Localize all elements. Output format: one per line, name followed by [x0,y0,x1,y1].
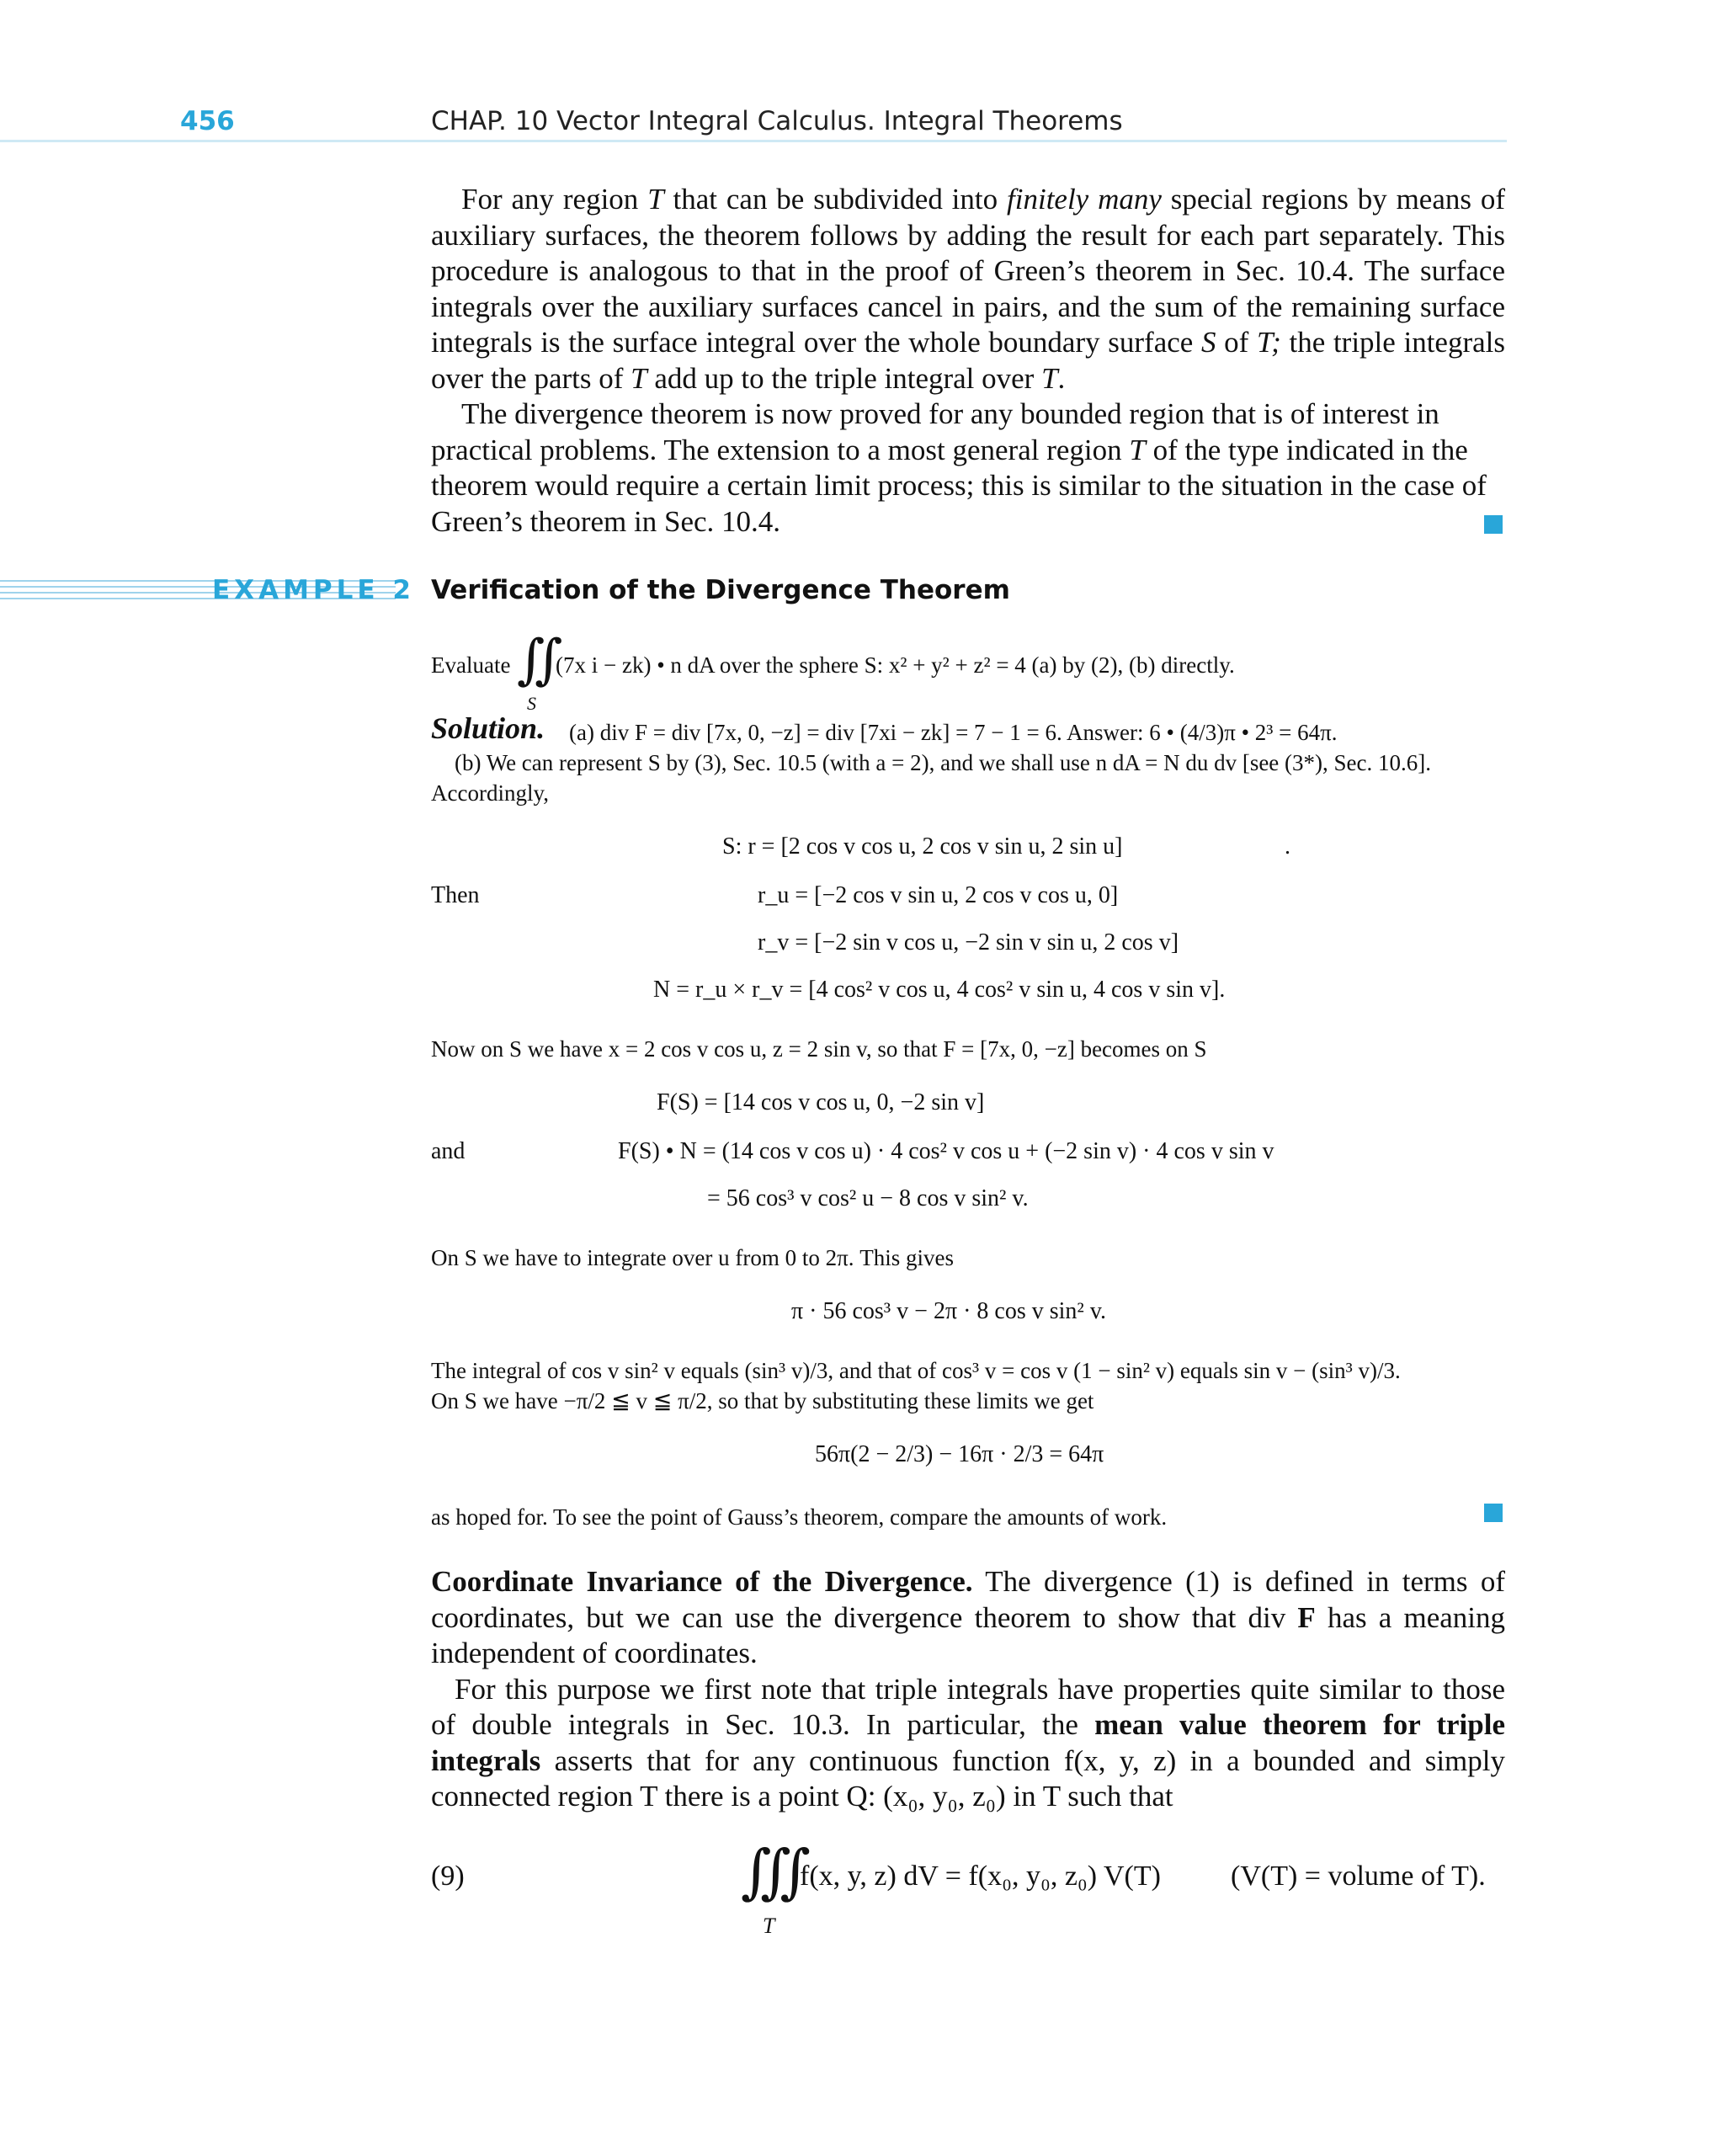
accordingly-text: Accordingly, [431,780,549,806]
solution-label: Solution. [431,711,545,745]
integrate-over-u-text: On S we have to integrate over u from 0 to 2π. This gives [431,1245,954,1270]
equation-ru: r_u = [−2 cos v sin u, 2 cos v cos u, 0] [758,882,1119,908]
proof-text [431,182,1505,540]
example-title: Verification of the Divergence Theorem [431,575,1010,605]
text-run: of [1216,326,1257,359]
integral-explanation-line-2: On S we have −π/2 ≦ v ≦ π/2, so that by substituting these limits we get [431,1388,1094,1413]
proof-paragraph-1 [431,182,1505,397]
text-run: special regions by means of auxiliary surfaces, the theorem follows by adding the result for each part separately. This procedure is analogous to that in the proof of Green’s theorem in Sec. 10.4. The surface integrals over the auxiliary surfaces cancel in pairs, and the sum of the remaining surface integrals is the surface integral over the whole boundary surface [431,183,1506,359]
bold-term: mean value theorem for triple integrals [431,1708,1506,1777]
text-run: F [1297,1600,1316,1634]
text-run: T [1041,361,1058,395]
evaluate-word: Evaluate [431,652,511,678]
text-run: T [647,183,664,216]
text-run: T [631,361,647,395]
triple-integral-sign: ∭ [741,1837,811,1906]
text-run: . [1057,361,1066,395]
text-run: that can be subdivided into [663,183,1008,216]
text-run: has a meaning independent of coordinates. [431,1600,1506,1669]
equation-9-label: (9) [431,1861,465,1892]
text-run: asserts that for any continuous function f(x, y, z) in a bounded and simply connected region T there is a point Q: (x₀, y₀, z₀) in T such that [431,1743,1505,1813]
text-run: add up to the triple integral over [646,361,1042,395]
end-of-example-square [1484,1504,1503,1522]
text-run: of the type indicated in the theorem would require a certain limit process; this is similar to the situation in the case of Green’s theorem in Sec. 10.4. [431,433,1487,538]
text-run: T [1129,433,1146,466]
equation-FSN-result: = 56 cos³ v cos² u − 8 cos v sin² v. [707,1185,1029,1211]
section-heading: Coordinate Invariance of the Divergence. [431,1565,973,1598]
emphasis: finitely many [1007,183,1162,216]
equation-S: S: r = [2 cos v cos u, 2 cos v sin u, 2 sin u] [722,833,1123,860]
proof-paragraph-2 [431,397,1505,540]
running-head: CHAP. 10 Vector Integral Calculus. Integral Theorems [431,106,1123,136]
text-run: T; [1256,326,1281,359]
text-run: For this purpose we first note that triple integrals have properties quite similar to those of double integrals in Sec. 10.3. In particular, the [431,1672,1505,1741]
double-integral-sign: ∬ [517,629,563,691]
equation-FSN: F(S) • N = (14 cos v cos u) · 4 cos² v cos u + (−2 sin v) · 4 cos v sin v [618,1138,1274,1164]
evaluate-integrand: (7x i − zk) • n dA over the sphere S: x² + y² + z² = 4 (a) by (2), (b) directly. [556,652,1235,678]
header-rule [0,140,1507,142]
integral-subscript: S [527,693,536,714]
page-number: 456 [180,106,235,136]
solution-part-b: (b) We can represent S by (3), Sec. 10.5 (with a = 2), and we shall use n dA = N du dv [see (3*), Sec. 10.6]. [455,750,1431,775]
equation-9-note: (V(T) = volume of T). [1231,1861,1486,1892]
now-on-S-text: Now on S we have x = 2 cos v cos u, z = 2 sin v, so that F = [7x, 0, −z] becomes on S [431,1036,1207,1062]
equation-9: f(x, y, z) dV = f(x₀, y₀, z₀) V(T) [800,1861,1161,1892]
equation-N: N = r_u × r_v = [4 cos² v cos u, 4 cos² v sin u, 4 cos v sin v]. [653,977,1226,1003]
integral-explanation-line-1: The integral of cos v sin² v equals (sin³ v)/3, and that of cos³ v = cos v (1 − sin² v) equals sin v − (sin³ v)/3. [431,1358,1401,1383]
equation-rv: r_v = [−2 sin v cos u, −2 sin v sin u, 2 cos v] [758,929,1179,956]
text-run: S [1200,326,1216,359]
example-label: EXAMPLE 2 [212,575,415,605]
section-paragraph-1 [431,1564,1505,1672]
text-run: The divergence theorem is now proved for any bounded region that is of interest in practical problems. The extension to a most general region [431,397,1439,466]
text-run: the triple integrals over the parts of [431,326,1505,395]
equation-FS: F(S) = [14 cos v cos u, 0, −2 sin v] [657,1089,985,1115]
solution-part-a: (a) div F = div [7x, 0, −z] = div [7xi − zk] = 7 − 1 = 6. Answer: 6 • (4/3)π • 2³ = 64π. [569,720,1338,745]
triple-integral-subscript: T [763,1914,775,1938]
coordinate-invariance-section [431,1564,1505,1815]
and-label: and [431,1138,466,1164]
text-run: For any region [461,183,648,216]
section-paragraph-2 [431,1672,1505,1815]
equation-S-period: . [1285,833,1290,860]
equation-after-u-integration: π · 56 cos³ v − 2π · 8 cos v sin² v. [791,1298,1107,1324]
closing-remark: as hoped for. To see the point of Gauss’s theorem, compare the amounts of work. [431,1504,1168,1530]
equation-final-result: 56π(2 − 2/3) − 16π · 2/3 = 64π [815,1441,1104,1467]
end-of-proof-square [1484,515,1503,534]
then-label: Then [431,882,480,908]
text-run: The divergence (1) is defined in terms of coordinates, but we can use the divergence theorem to show that div [431,1565,1505,1634]
